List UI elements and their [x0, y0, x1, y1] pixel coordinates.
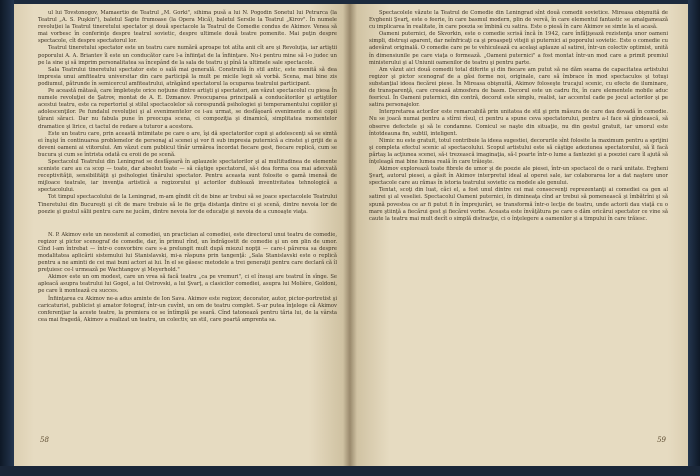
paragraph: Tot timpul spectacolului de la Leningrad, m-am gîndit cît de bine ar trebui să se joace spectacolele Teatrului Tineretului din Bucureşti şi cît de mare trebuie să le fie grija distanţa dintre ei şi scenă, dintre nevoia lor de poezie şi gustul sălii pentru care ne jucăm, dintre nevoia lor de educaţie şi nevoia de a cunoaşte viaţa. [38, 194, 337, 215]
section-break [38, 216, 337, 232]
paragraph: Akimov este un om modest, care un vrea să facă teatru „ca pe vremuri", ci el însuşi are teatrul în sînge. Se apleacă asupra teatrului lui Gogol, a lui Ostrovski, a lui Şvarţ, a clasicilor comediei, asupra lui Molière, Goldoni, pe care îi montează cu succes. [38, 274, 337, 295]
paragraph: Interpretarea actorilor este remarcabilă prin unitatea de stil şi prin măsura de care dau dovadă în comedie. Nu se joacă numai pentru a stîrni rîsul, ci pentru a spune ceva spectatorului, pentru a-l face să gîndească, să observe defectele şi să le condamne. Comicul se naşte din situaţie, nu din gestul gratuit, iar umorul este întotdeauna fin, subtil, inteligent. [369, 109, 668, 137]
paragraph: Înfiinţarea cu Akimov ne-a adus aminte de Ion Sava. Akimov este regizor, decorator, autor, pictor-portretist şi caricaturist, publicist şi amator fotograf, într-un cuvînt, un om de teatru complet. S-ar putea înţelege că Akimov conferenţiar la aceste teatre, la premiera ce se întîmplă pe seară. Cînd tatonează pentru tăria lui, de la vârsta cea mai fragedă, Akimov a realizat un teatru, un colectiv, un stil, care poartă amprenta sa. [38, 295, 337, 323]
paragraph: ul lui Tovstonogov, Mamaertio de Teatrul „M. Gorki", sihima pusă a lui N. Pogodin Sonetul lui Petrarca (la Teatrul „A. S. Puşkin"), baletul Sapte frumoase (la Opera Mică), baletul Sersile la Teatrul „Kirov". În numele revoluţiei la Teatrul tineretului spectator şi două spectacole la Teatrul de Comedie condus de Akimov. Venea să mai vorbesc în conferinţe despre teatrul sovietic, despre ultimele două teatre pomenite. Mai puţin despre spectacole, cît despre spectatorul lor. [38, 10, 337, 45]
page-number: 58 [40, 436, 49, 444]
book-cover-bottom-edge [0, 466, 700, 476]
paragraph: Teatrul tineretului spectator este un teatru care numără aproape tot atîta anii cît are şi Revoluţia, iar artiştii poporului A. A. Briantev îl este un conducător care l-a înfiinţat de la înfiinţare. Nu-i pentru mine să l-o judec un pe la sine şi să imprim personalitatea sa începând de la sala de teatru şi pînă la ultimele sale spectacole. [38, 45, 337, 66]
paragraph: Spectacolele văzute la Teatrul de Comedie din Leningrad sînt două comedii sovietice. Mireasa obişnuită de Evghenii Şvarţ, este o feerie, în care basmul modern, plin de vervă, în care elementul fantastic se amalgamează cu implicarea în realitate, în care poezia se îmbină cu satira. Este o piesă în care Akimov se simte la el acasă. [369, 10, 668, 31]
paragraph: Am văzut aici două comedii total diferite şi din fiecare am putut să ne dăm seama de capacitatea artistului regizor şi pictor scenograf de a găsi forme noi, originale, care să îmbrace în mod spectaculos şi totuşi substanţial ideea fiecărei piese. În Mireasa obişnuită, Akimov foloseşte trucajul scenic, cu efecte de iluminare, de transparenţă, care creează atmosfera de basm. Decorul este un cadru fix, în care elementele mobile aduc feericul. În Oameni puternici, din contră, decorul este simplu, realist, iar accentul cade pe jocul actorilor şi pe satira personajelor. [369, 66, 668, 109]
page-number: 59 [657, 436, 666, 444]
paragraph: Akimov explorează toate fibrele de umor şi de poezie ale piesei, într-un spectacol de o rară unitate. Evgheni Şvarţ, autorul piesei, a găsit în Akimov interpretul ideal al operei sale, iar colaborarea lor a dat naştere unor spectacole care au rămas în istoria teatrului sovietic ca modele ale genului. [369, 166, 668, 187]
paragraph: Nimic nu este gratuit, totul contribuie la ideea sugestiei, decorurile sînt folosite la maximum pentru a sprijini şi completa efectul scenic al spectacolului. Scopul artistului este să câştige adeziunea spectatorului, să îl facă părtaş la acţiunea scenei, să-i trezească imaginaţia, să-l poarte într-o lume a fanteziei şi a poeziei care îl ajută să înţeleagă mai bine lumea reală în care trăieşte. [369, 137, 668, 165]
book-cover-left-edge [0, 0, 14, 476]
paragraph: Oameni puternici, de Skvorkin, este o comedie scrisă încă în 1942, care înfăţişează rezistenţa unor oameni simpli, distruşi aparent, dar neînfricaţi ca şi proaspeţi vitejii şi puternici ai poporului sovietic. Este o comedie cu adevărat originală. O comedie care pe te vehiculează cu acelaşi aplauze al satirei, într-un colectiv optimist, unită în dimensiunile pe care viaţa o formează. „Oameni puternici" a fost montat într-un mod care a primit premiul ministerului şi al Uniunii oamenilor de teatru şi pentru parte. [369, 31, 668, 66]
paragraph: Pe această mătasă, care împleteşte orice noţiune dintre artişti şi spectatori, am văzut spectacolul cu piesa În numele revoluţiei de Şatrov, montat de A. E. Dzmanov. Preocuparea principală a conducătorilor şi artiştilor acestui teatru, este ca repertoriul şi stilul spectacolelor să corespundă psihologiei şi temperamentului copiilor şi adolescenţilor. Pe fundalul revoluţiei şi al evenimentelor ce i-au urmat, se desfăşoară evenimente a doi copii ţărani săraci. Dar nu fabula pune în preocupa scena, ci compoziţia şi dinamică, simplitatea momentelor dramatice şi lirice, ci tactul de redare a tuturor a acestora. [38, 88, 337, 130]
book-gutter [343, 4, 357, 466]
paragraph: Sala Teatrului tineretului spectator este o sală mai generală. Construită în stil antic, este menită să dea impresia unui amfiteatru universitar din care participă la mult pe micile legii să vorbă. Scena, mai bine zis podiumul, pătrunde în semicercul amfiteatrului, atrăgând spectatorul la ocuparea teatrului participant. [38, 66, 337, 87]
right-page [349, 4, 688, 466]
paragraph: Este un teatru care, prin această intimitate pe care o are, îşi dă spectatorilor copii şi adolescenţi să se simtă ei înşişi în continuarea problemelor de personaj al scenei şi vor fi sub impresia puternică a cinstei şi grijii de a deveni oameni ai viitorului. Am văzut cum publicul tînăr urmărea încordat fiecare gest, fiecare replică, cum se bucura şi cum se întrista odată cu eroii de pe scenă. [38, 130, 337, 158]
paragraph: N. P. Akimov este un neostenit al comediei, un practician al comediei, este directorul unui teatru de comedie, regizor şi pictor scenograf de comedie, dar, în primul rînd, un îndrăgostit de comedie şi un om plin de umor. Cînd l-am întrebat — într-o convorbire care s-a prelungit mult după miezul nopţii — care-i părerea sa despre modalitatea aplicării sistemului lui Stanislavski, mi-a răspuns prin tangenţă: „Sala Stanislavski este o replică pentru a ne aminti de cei mai buni actori ai lui. În el se găsesc metodele a trei generaţii pentru care declară că îl preţuiesc ce-l urmează pe Wachtangov şi Meyerhold." [38, 231, 337, 274]
paragraph: Tentat, scoţi din luat, căci el, a fost unul dintre cei mai consecvenţi reprezentanţi ai comediei ca gen al satirei şi al veseliei. Spectacolul Oameni puternici, în dimineaţa cînd ar trebui să pomenească şi îmbătrîni şi să spună povestea ce ar fi putut fi în împrejurări, se transformă într-o lecţie de teatru, unde actorii dau viaţă cu o mare ştiinţă a fiecărui gest şi fiecărei vorbe. Aceasta este învăţătura pe care o dăm oricărui spectator ce vine să caute la teatru mai mult decît o simplă distracţie, ci o înţelegere a oamenilor şi a timpului în care trăiesc. [369, 187, 668, 222]
book-cover-right-edge [688, 0, 700, 476]
paragraph: Spectacolul Teatrului din Leningrad se desfăşoară în aplauzele spectatorilor şi al multitudinea de elemente sceniste care au ca scop — toate, dar absolut toate — să câştige spectatorul, să-i dea forma cea mai adecvată receptivităţii, sensibilităţii şi psihologiei tînărului spectator. Pentru aceasta sunt folosite o gamă imensă de mijloace teatrale, iar invenţia artistică a regizorului şi actorilor dublează inventivitatea tehnologică a spectacolului. [38, 158, 337, 194]
left-page [14, 4, 349, 466]
